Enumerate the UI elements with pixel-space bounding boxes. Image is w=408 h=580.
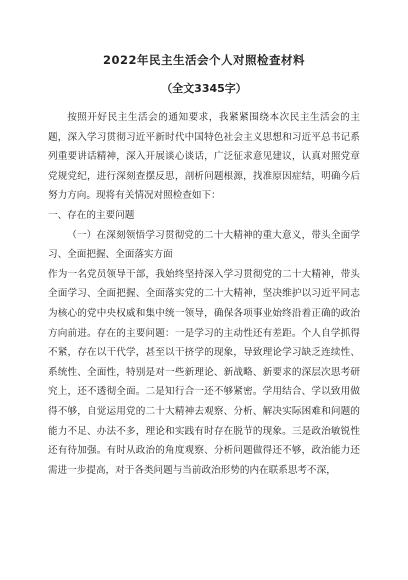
document-title: 2022年民主生活会个人对照检查材料 [102, 53, 305, 67]
document-subtitle: （全文3345字） [161, 82, 247, 95]
intro-paragraph: 按照开好民主生活会的通知要求，我紧紧围绕本次民主生活会的主题，深入学习贯彻习近平新时代中国特色社会主义思想和习近平总书记系列重要讲话精神，深入开展谈心谈话，广泛征求意见建议，认真对照党章党规党纪，进行深刻查摆反思，剖析问题根源，找准原因症结，明确今后努力方向。现将有关情况对照检查如下： [48, 112, 360, 202]
section-heading: 一、存在的主要问题 [48, 209, 135, 221]
body-paragraph: 作为一名党员领导干部，我始终坚持深入学习贯彻党的二十大精神，带头全面学习、全面把握、全面落实党的二十大精神，坚决维护以习近平同志为核心的党中央权威和集中统一领导，确保各项事业始终沿着正确的政治方向前进。存在的主要问题：一是学习的主动性还有差距。个人自学抓得不紧，存在以干代学，甚至以干挤学的现象，导致理论学习缺乏连续性、系统性、全面性，特别是对一些新理论、新战略、新要求的深层次思考研究上，还不透彻全面。二是知行合一还不够紧密。学用结合、学以致用做得不够，自觉运用党的二十大精神去观察、分析、解决实际困难和问题的能力不足、办法不多，理论和实践有时存在脱节的现象。三是政治敏锐性还有待加强。有时从政治的角度观察、分析问题做得还不够，政治能力还需进一步提高，对于各类问题与当前政治形势的内在联系思考不深， [48, 268, 360, 476]
subsection-heading: （一）在深刻领悟学习贯彻党的二十大精神的重大意义，带头全面学习、全面把握、全面落实方面 [48, 229, 360, 261]
